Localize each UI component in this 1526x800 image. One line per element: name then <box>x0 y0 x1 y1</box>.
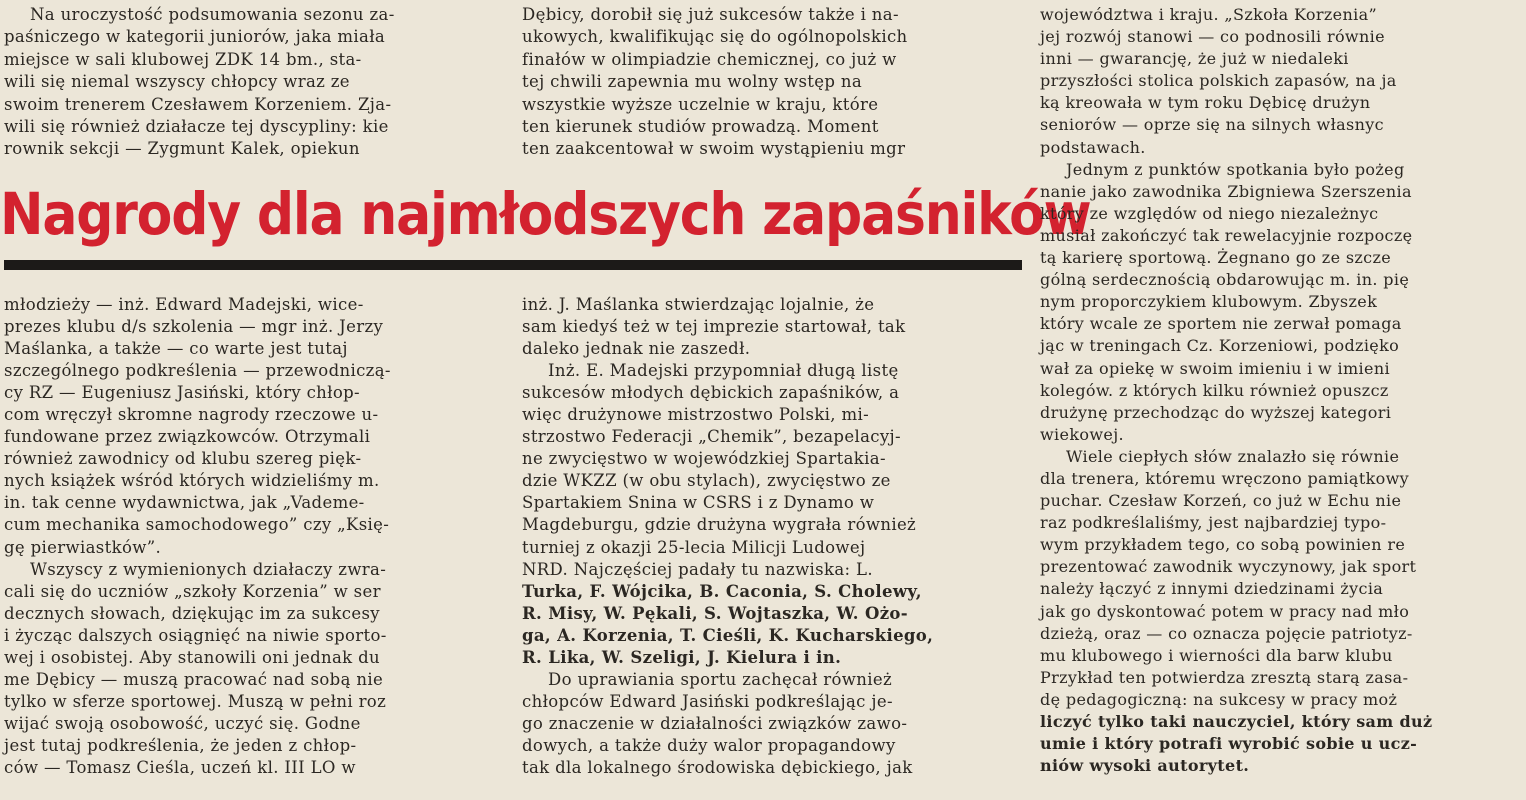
text-line: jej rozwój stanowi — co podnosili równie <box>1040 27 1385 47</box>
text-line: go znaczenie w działalności związków zawo- <box>522 713 908 733</box>
text-line: me Dębicy — muszą pracować nad sobą nie <box>4 669 384 689</box>
text-line: dowych, a także duży walor propagandowy <box>522 735 896 755</box>
text-line: kolegów. z których kilku również opuszcz <box>1040 380 1389 400</box>
text-line: NRD. Najczęściej padały tu nazwiska: L. <box>522 559 873 579</box>
text-line: jąc w treningach Cz. Korzeniowi, podzięko <box>1040 336 1400 356</box>
text-line: Inż. E. Madejski przypomniał długą listę <box>548 361 899 381</box>
text-line: należy łączyć z innymi dziedzinami życia <box>1040 579 1384 599</box>
text-line: strzostwo Federacji „Chemik”, bezapelacyj- <box>522 427 901 447</box>
text-line: seniorów — oprze się na silnych własnyc <box>1040 115 1384 135</box>
text-line: miejsce w sali klubowej ZDK 14 bm., sta- <box>4 49 362 69</box>
article-headline: Nagrody dla najmłodszych zapaśników <box>0 181 1091 249</box>
text-line: daleko jednak nie zaszedł. <box>522 339 751 359</box>
text-line: tylko w sferze sportowej. Muszą w pełni roz <box>4 691 387 711</box>
text-line: decznych słowach, dziękując im za sukcesy <box>4 603 380 623</box>
text-line: gólną serdecznością obdarowując m. in. pię <box>1040 270 1410 290</box>
text-line: Spartakiem Snina w CSRS i z Dynamo w <box>522 493 875 513</box>
text-line: Maślanka, a także — co warte jest tutaj <box>4 339 348 359</box>
text-line: nym proporczykiem klubowym. Zbyszek <box>1040 292 1378 312</box>
text-line: przyszłości stolica polskich zapasów, na ja <box>1040 71 1397 91</box>
text-line: prezentować zawodnik wyczynowy, jak sport <box>1040 557 1417 577</box>
text-line: ców — Tomasz Cieśla, uczeń kl. III LO w <box>4 757 356 777</box>
text-line: wijać swoją osobowość, uczyć się. Godne <box>4 713 361 733</box>
text-line: inż. J. Maślanka stwierdzając lojalnie, że <box>522 295 875 314</box>
text-line: Wiele ciepłych słów znalazło się równie <box>1066 446 1400 466</box>
text-line: Turka, F. Wójcika, B. Caconia, S. Cholewy, <box>522 581 922 601</box>
text-line: swoim trenerem Czesławem Korzeniem. Zja- <box>4 94 392 114</box>
text-line: Do uprawiania sportu zachęcał również <box>548 669 892 689</box>
text-line: musiał zakończyć tak rewelacyjnie rozpoczę <box>1040 225 1413 245</box>
text-line: niów wysoki autorytet. <box>1040 756 1250 776</box>
text-line: dzieżą, oraz — co oznacza pojęcie patriotyz- <box>1040 623 1413 643</box>
text-line: sam kiedyś też w tej imprezie startował, tak <box>522 317 906 337</box>
text-line: Magdeburgu, gdzie drużyna wygrała również <box>522 515 917 535</box>
text-line: puchar. Czesław Korzeń, co już w Echu nie <box>1040 491 1402 511</box>
headline-rule <box>4 260 1022 270</box>
text-line: Na uroczystość podsumowania sezonu za- <box>30 5 395 24</box>
text-line: Przykład ten potwierdza zresztą starą zasa- <box>1040 667 1409 687</box>
text-line: paśniczego w kategorii juniorów, jaka miała <box>4 27 386 47</box>
text-line: prezes klubu d/s szkolenia — mgr inż. Jerzy <box>4 317 384 337</box>
text-line: ukowych, kwalifikując się do ogólnopolskich <box>522 27 908 47</box>
text-line: Wszyscy z wymienionych działaczy zwra- <box>30 559 387 579</box>
text-line: szczególnego podkreślenia — przewodniczą- <box>4 361 391 381</box>
text-line: fundowane przez związkowców. Otrzymali <box>4 427 371 447</box>
text-line: wał za opiekę w swoim imieniu i w imieni <box>1040 358 1390 378</box>
text-line: mu klubowego i wierności dla barw klubu <box>1040 645 1393 665</box>
article-top-middle-column <box>522 4 1019 161</box>
text-line: podstawach. <box>1040 137 1146 157</box>
text-line: tak dla lokalnego środowiska dębickiego, jak <box>522 757 913 777</box>
article-bottom-left-column <box>4 294 501 779</box>
text-line: młodzieży — inż. Edward Madejski, wice- <box>4 295 364 314</box>
text-line: wym przykładem tego, co sobą powinien re <box>1040 535 1406 555</box>
text-line: dla trenera, któremu wręczono pamiątkowy <box>1040 468 1410 488</box>
text-line: wili się niemal wszyscy chłopcy wraz ze <box>4 72 350 92</box>
text-line: ne zwycięstwo w wojewódzkiej Spartakia- <box>522 449 886 469</box>
text-line: ten zaakcentował w swoim wystąpieniu mgr <box>522 139 906 159</box>
text-line: raz podkreślaliśmy, jest najbardziej typo- <box>1040 513 1387 533</box>
text-line: sukcesów młodych dębickich zapaśników, a <box>522 383 900 403</box>
article-bottom-middle-column <box>522 294 1019 779</box>
text-line: R. Misy, W. Pękali, S. Wojtaszka, W. Ożo- <box>522 603 908 623</box>
text-line: Jednym z punktów spotkania było pożeg <box>1066 159 1405 179</box>
text-line: finałów w olimpiadzie chemicznej, co już w <box>522 49 897 69</box>
text-line: inni — gwarancję, że już w niedaleki <box>1040 49 1349 69</box>
text-line: który ze względów od niego niezależnyc <box>1040 203 1379 223</box>
text-line: nanie jako zawodnika Zbigniewa Szerszenia <box>1040 181 1412 201</box>
text-line: nych książek wśród których widzieliśmy m. <box>4 471 380 491</box>
text-line: cali się do uczniów „szkoły Korzenia” w ser <box>4 581 381 601</box>
text-line: dę pedagogiczną: na sukcesy w pracy moż <box>1040 689 1398 709</box>
text-line: jak go dyskontować potem w pracy nad mło <box>1040 601 1410 621</box>
text-line: cum mechanika samochodowego” czy „Księ- <box>4 515 390 535</box>
text-line: drużynę przechodząc do wyższej kategori <box>1040 402 1392 422</box>
text-line: wili się również działacze tej dyscypliny: kie <box>4 117 389 137</box>
text-line: gę pierwiastków”. <box>4 537 162 557</box>
text-line: więc drużynowe mistrzostwo Polski, mi- <box>522 405 870 425</box>
article-top-left-column <box>4 4 501 161</box>
text-line: jest tutaj podkreślenia, że jeden z chłop- <box>4 735 357 755</box>
text-line: wszystkie wyższe uczelnie w kraju, które <box>522 94 879 114</box>
text-line: turniej z okazji 25-lecia Milicji Ludowej <box>522 537 866 557</box>
text-line: umie i który potrafi wyrobić sobie u ucz- <box>1040 734 1418 754</box>
text-line: ką kreowała w tym roku Dębicę drużyn <box>1040 93 1371 113</box>
text-line: chłopców Edward Jasiński podkreślając je- <box>522 691 893 711</box>
text-line: wiekowej. <box>1040 424 1124 444</box>
text-line: który wcale ze sportem nie zerwał pomaga <box>1040 314 1402 334</box>
text-line: Dębicy, dorobił się już sukcesów także i na- <box>522 5 899 24</box>
text-line: ten kierunek studiów prowadzą. Moment <box>522 117 879 137</box>
text-line: R. Lika, W. Szeligi, J. Kielura i in. <box>522 647 842 667</box>
text-line: i życząc dalszych osiągnięć na niwie sporto- <box>4 625 387 645</box>
text-line: wej i osobistej. Aby stanowili oni jednak du <box>4 647 380 667</box>
text-line: województwa i kraju. „Szkoła Korzenia” <box>1040 5 1377 24</box>
text-line: tą karierę sportową. Żegnano go ze szcze <box>1040 248 1392 268</box>
text-line: również zawodnicy od klubu szereg pięk- <box>4 449 362 469</box>
text-line: in. tak cenne wydawnictwa, jak „Vademe- <box>4 493 365 513</box>
text-line: cy RZ — Eugeniusz Jasiński, który chłop- <box>4 383 360 403</box>
text-line: liczyć tylko taki nauczyciel, który sam duż <box>1040 712 1433 731</box>
article-right-column <box>1040 4 1520 777</box>
text-line: tej chwili zapewnia mu wolny wstęp na <box>522 72 863 92</box>
text-line: dzie WKZZ (w obu stylach), zwycięstwo ze <box>522 471 891 491</box>
text-line: com wręczył skromne nagrody rzeczowe u- <box>4 405 379 425</box>
text-line: ga, A. Korzenia, T. Cieśli, K. Kucharskiego, <box>522 625 934 645</box>
text-line: rownik sekcji — Zygmunt Kalek, opiekun <box>4 139 360 159</box>
